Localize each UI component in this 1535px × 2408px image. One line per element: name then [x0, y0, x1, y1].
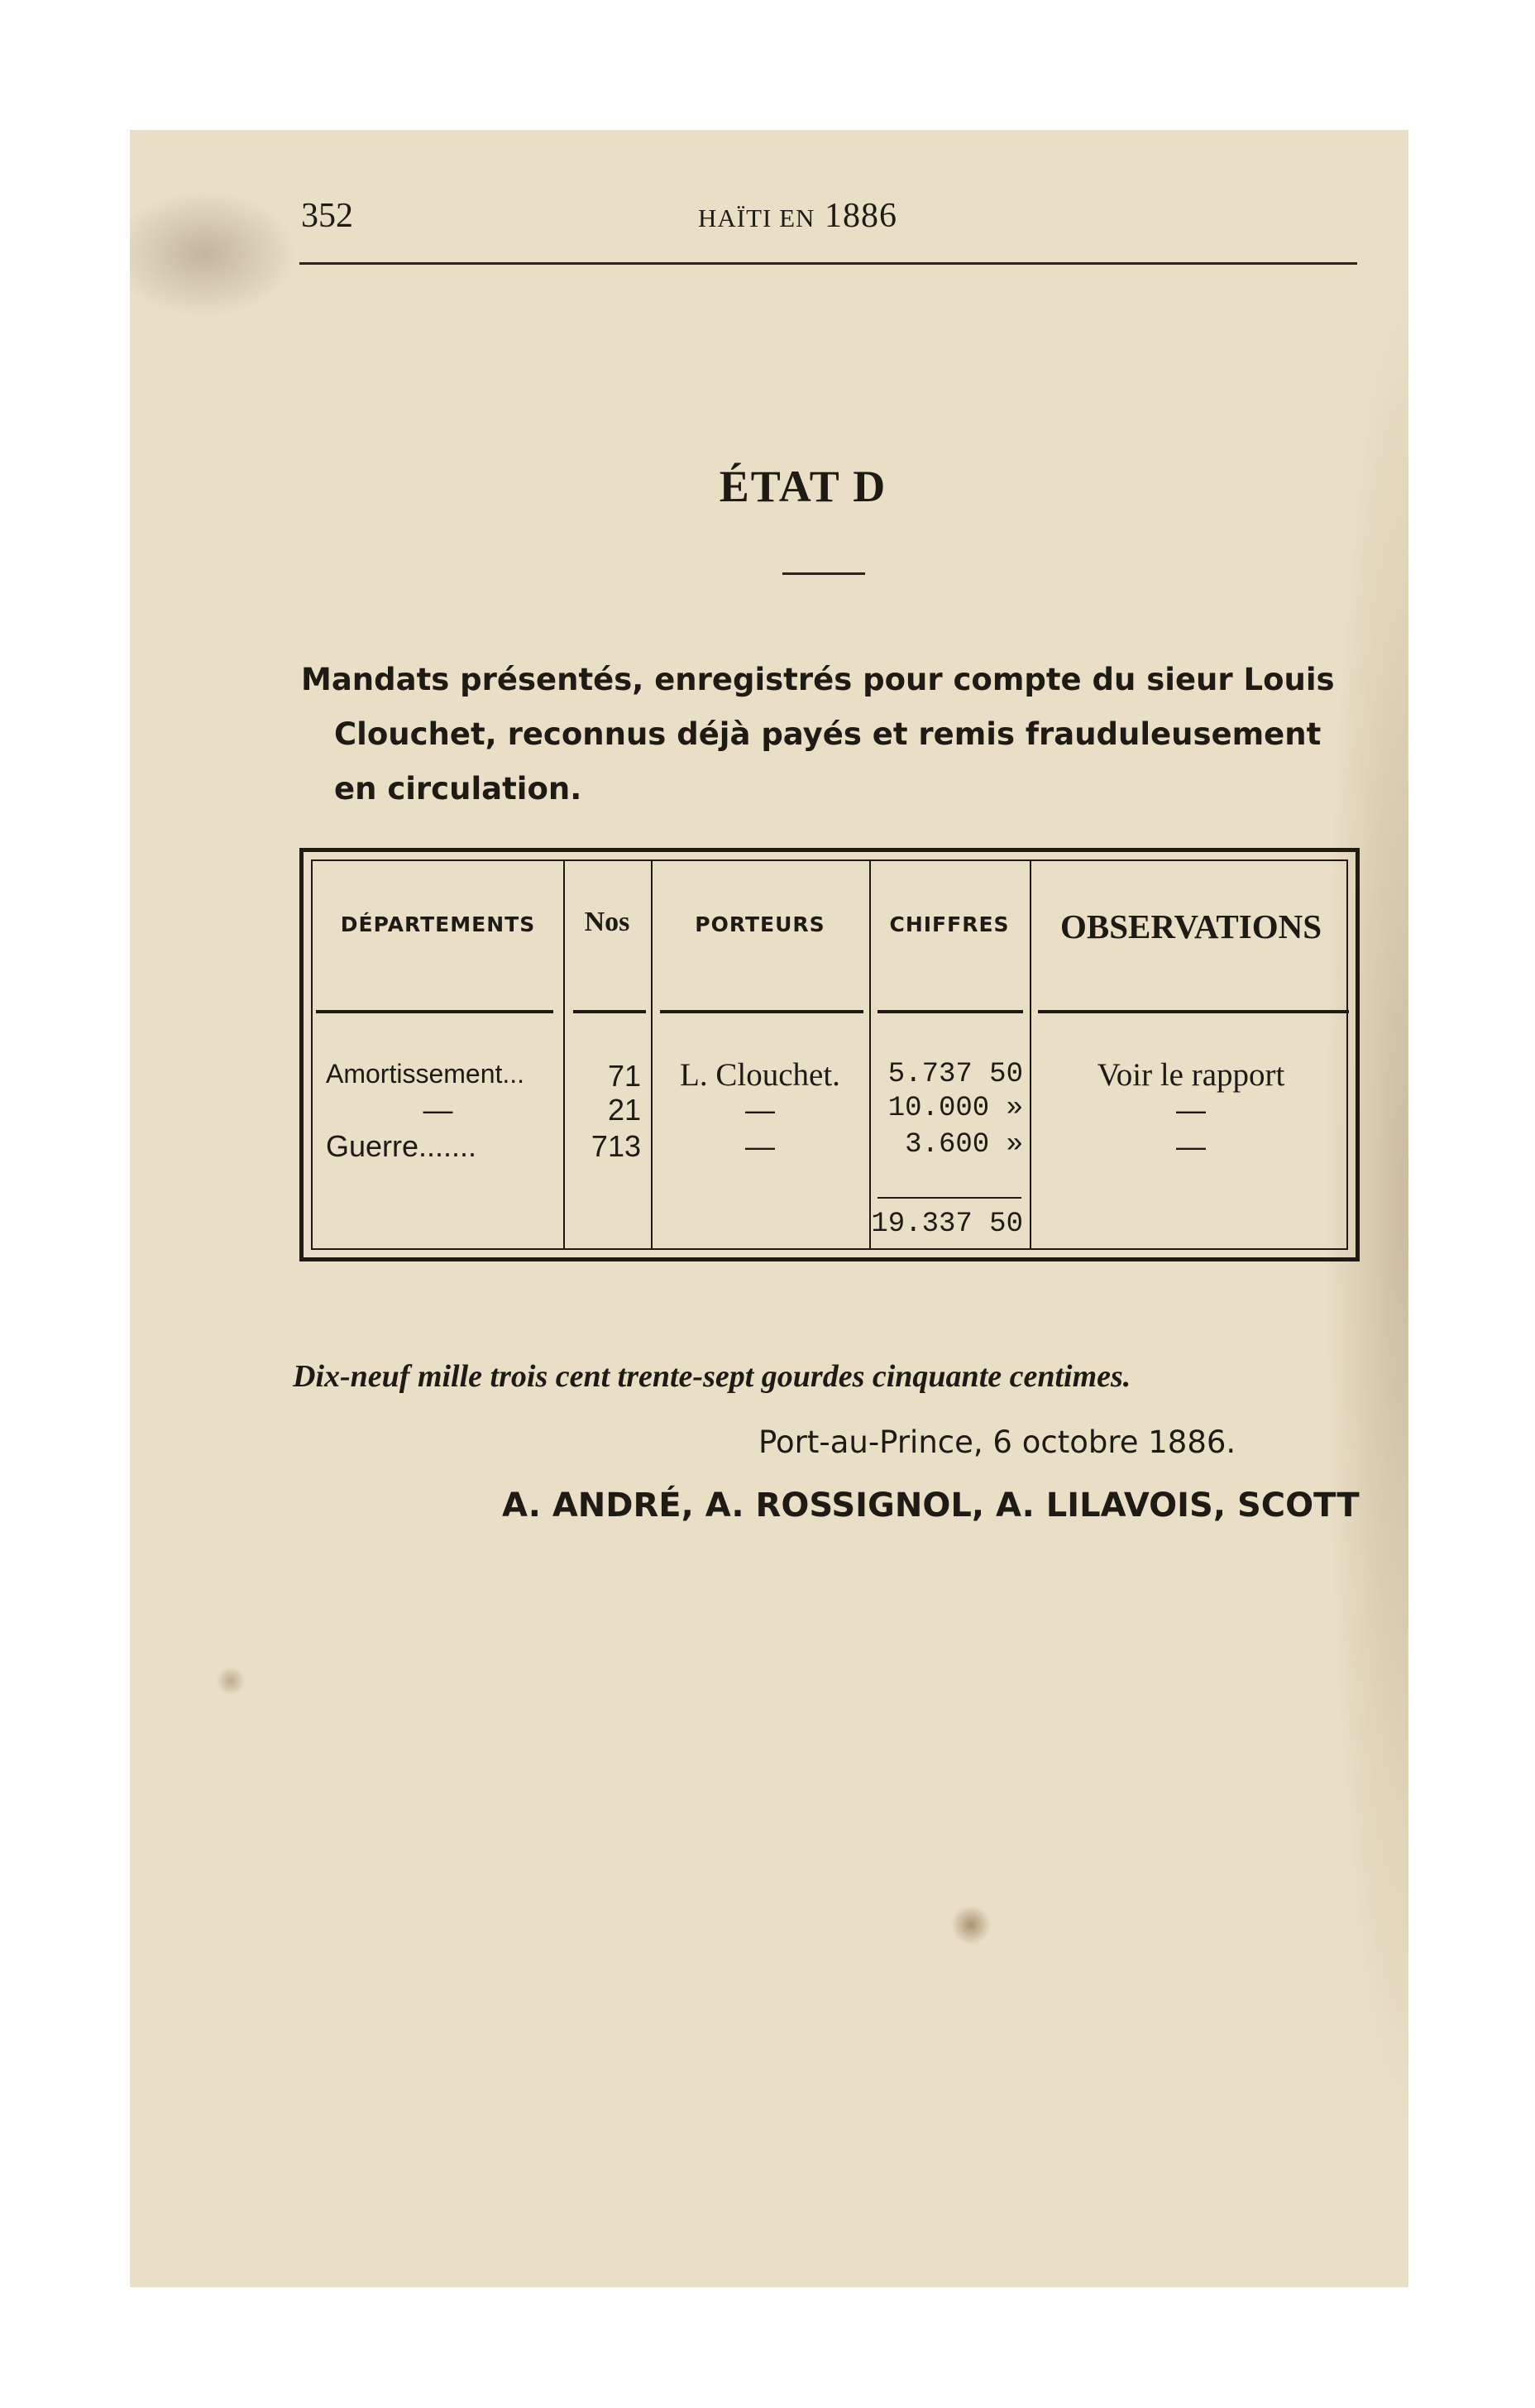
column-header-departements: DÉPARTEMENTS	[340, 912, 536, 936]
book-page	[130, 130, 1408, 2287]
header-rule-segment	[1038, 1010, 1349, 1013]
cell-observation: —	[1176, 1093, 1206, 1127]
mandates-table	[299, 848, 1360, 1261]
cell-chiffre: 5.737 50	[887, 1059, 1023, 1090]
header-rule-segment	[660, 1010, 863, 1013]
header-rule-segment	[316, 1010, 553, 1013]
running-title-text: HAÏTI EN	[698, 203, 815, 232]
amount-in-words: Dix-neuf mille trois cent trente-sept gourdes cinquante centimes.	[293, 1359, 1131, 1394]
intro-line: Clouchet, reconnus déjà payés et remis frauduleusement	[334, 716, 1322, 752]
header-rule	[299, 262, 1357, 265]
column-header-chiffres: CHIFFRES	[889, 912, 1010, 936]
cell-porteur: L. Clouchet.	[680, 1057, 840, 1093]
header-rule-segment	[573, 1010, 646, 1013]
place-and-date: Port-au-Prince, 6 octobre 1886.	[758, 1424, 1236, 1460]
cell-numero: 71	[607, 1059, 641, 1093]
running-header	[301, 196, 1357, 237]
cell-departement: Amortissement...	[326, 1059, 525, 1089]
table-inner-frame	[311, 859, 1348, 1250]
cell-departement: —	[423, 1093, 453, 1127]
title-rule	[782, 572, 865, 575]
cell-chiffre: 3.600 »	[905, 1129, 1023, 1161]
signatures: A. ANDRÉ, A. ROSSIGNOL, A. LILAVOIS, SCOTT	[502, 1486, 1360, 1525]
intro-line: Mandats présentés, enregistrés pour compte du sieur Louis	[301, 662, 1335, 697]
intro-paragraph	[301, 653, 1368, 816]
intro-line: en circulation.	[334, 771, 582, 807]
running-title-year: 1886	[824, 197, 897, 235]
cell-porteur: —	[745, 1129, 775, 1163]
column-header-numeros: Nos	[584, 907, 630, 937]
page-number: 352	[301, 197, 353, 235]
cell-chiffre: 10.000 »	[887, 1093, 1023, 1124]
running-title	[698, 196, 897, 236]
cell-numero: 21	[607, 1093, 641, 1127]
cell-observation: —	[1176, 1129, 1206, 1163]
total-rule	[877, 1197, 1021, 1199]
section-title: ÉTAT D	[719, 462, 887, 511]
column-header-observations: OBSERVATIONS	[1059, 907, 1322, 945]
column-header-porteurs: PORTEURS	[695, 912, 825, 936]
cell-porteur: —	[745, 1093, 775, 1127]
cell-observation: Voir le rapport	[1097, 1057, 1285, 1093]
cell-total: 19.337 50	[871, 1209, 1023, 1240]
cell-numero: 713	[591, 1129, 641, 1163]
cell-departement: Guerre.......	[326, 1129, 477, 1163]
header-rule-segment	[877, 1010, 1023, 1013]
